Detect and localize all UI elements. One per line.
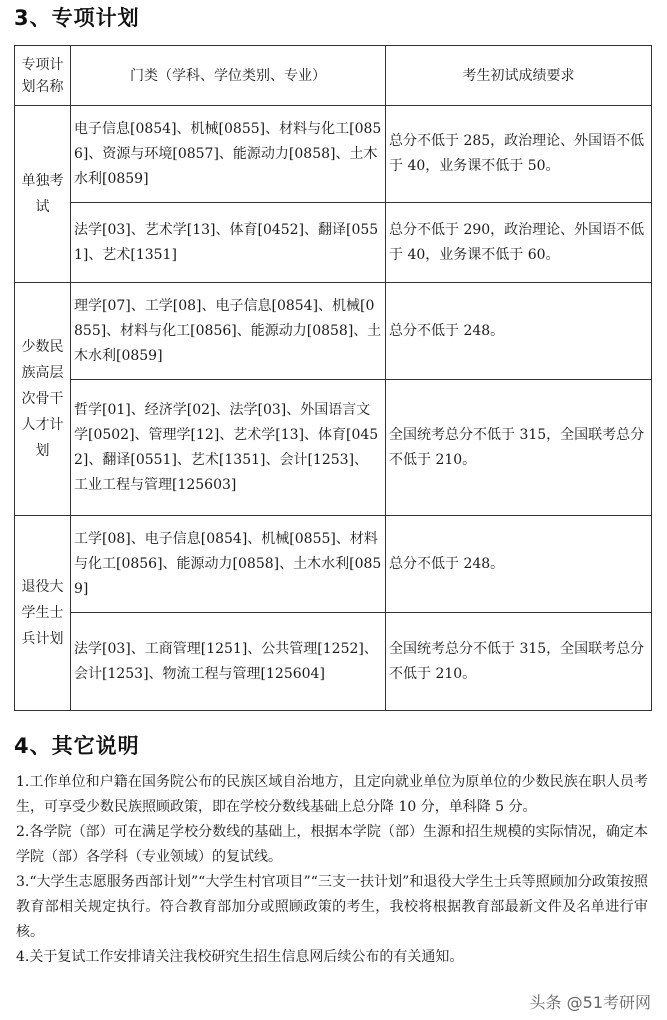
plan-name-minority-talent: 少数民族高层次骨干人才计划 <box>15 283 71 516</box>
category-cell: 理学[07]、工学[08]、电子信息[0854]、机械[0855]、材料与化工[0856]、能源动力[0858]、土木水利[0859] <box>71 283 386 380</box>
header-score-requirement: 考生初试成绩要求 <box>386 46 652 106</box>
watermark: 头条 @51考研网 <box>529 993 651 1012</box>
table-row <box>15 613 652 711</box>
category-cell: 电子信息[0854]、机械[0855]、材料与化工[0856]、资源与环境[0857]、能源动力[0858]、土木水利[0859] <box>71 106 386 203</box>
category-cell: 法学[03]、艺术学[13]、体育[0452]、翻译[0551]、艺术[1351] <box>71 203 386 283</box>
plan-name-veteran-soldier: 退役大学生士兵计划 <box>15 516 71 711</box>
header-plan-name: 专项计划名称 <box>15 46 71 106</box>
table-header-row <box>15 46 652 106</box>
notes-list <box>16 770 648 970</box>
score-cell: 总分不低于 290，政治理论、外国语不低于 40，业务课不低于 60。 <box>386 203 652 283</box>
section-3-title: 3、专项计划 <box>14 6 140 30</box>
section-4-title: 4、其它说明 <box>14 734 140 758</box>
category-cell: 法学[03]、工商管理[1251]、公共管理[1252]、会计[1253]、物流工程与管理[125604] <box>71 613 386 711</box>
table-row <box>15 283 652 380</box>
table-row <box>15 203 652 283</box>
plan-name-independent-exam: 单独考试 <box>15 106 71 283</box>
note-item: 2.各学院（部）可在满足学校分数线的基础上，根据本学院（部）生源和招生规模的实际情况，确定本学院（部）各学科（专业领域）的复试线。 <box>16 824 648 865</box>
note-item: 3.“大学生志愿服务西部计划”“大学生村官项目”“三支一扶计划”和退役大学生士兵等照顾加分政策按照教育部相关规定执行。符合教育部加分或照顾政策的考生，我校将根据教育部最新文件及名单进行审核。 <box>16 874 648 940</box>
note-item: 4.关于复试工作安排请关注我校研究生招生信息网后续公布的有关通知。 <box>16 949 464 965</box>
table-row <box>15 106 652 203</box>
score-cell: 总分不低于 248。 <box>386 283 652 380</box>
category-cell: 哲学[01]、经济学[02]、法学[03]、外国语言文学[0502]、管理学[12]、艺术学[13]、体育[0452]、翻译[0551]、艺术[1351]、会计[1253]、工业工程与管理[125603] <box>71 380 386 516</box>
category-cell: 工学[08]、电子信息[0854]、机械[0855]、材料与化工[0856]、能源动力[0858]、土木水利[0859] <box>71 516 386 613</box>
score-cell: 全国统考总分不低于 315，全国联考总分不低于 210。 <box>386 380 652 516</box>
score-cell: 全国统考总分不低于 315，全国联考总分不低于 210。 <box>386 613 652 711</box>
special-plan-table <box>14 45 652 711</box>
table-row <box>15 380 652 516</box>
header-category: 门类（学科、学位类别、专业） <box>71 46 386 106</box>
table-row <box>15 516 652 613</box>
score-cell: 总分不低于 285，政治理论、外国语不低于 40，业务课不低于 50。 <box>386 106 652 203</box>
note-item: 1.工作单位和户籍在国务院公布的民族区域自治地方，且定向就业单位为原单位的少数民族在职人员考生，可享受少数民族照顾政策，即在学校分数线基础上总分降 10 分，单科降 5 分。 <box>16 774 648 815</box>
score-cell: 总分不低于 248。 <box>386 516 652 613</box>
